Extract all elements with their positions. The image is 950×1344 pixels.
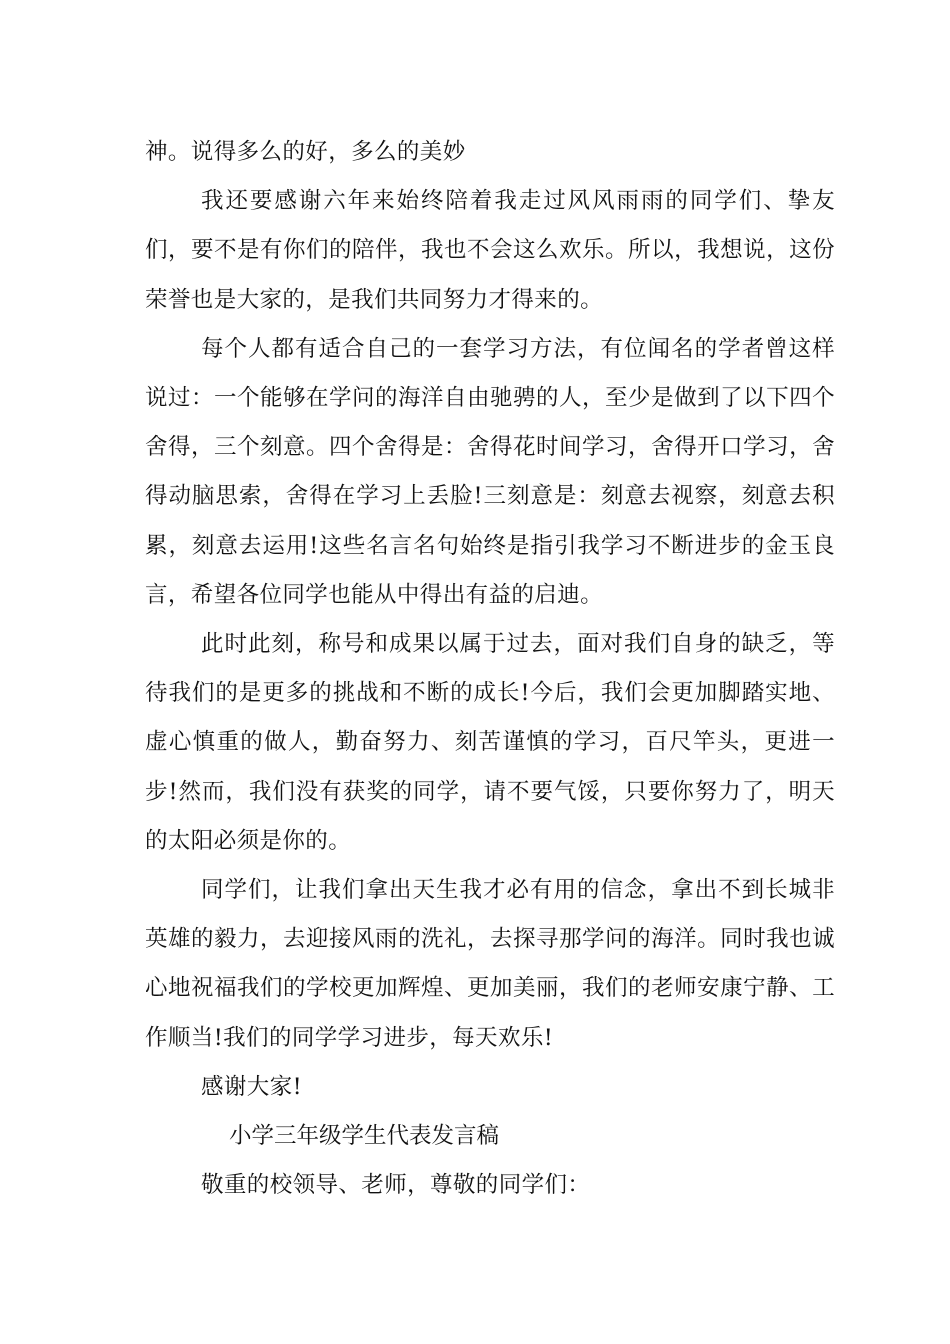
paragraph-study-methods: 每个人都有适合自己的一套学习方法，有位闻名的学者曾这样说过：一个能够在学问的海洋自由驰骋的人，至少是做到了以下四个舍得，三个刻意。四个舍得是：舍得花时间学习，舍得开口学习，舍得动脑思索，舍得在学习上丢脸!三刻意是：刻意去视察，刻意去积累，刻意去运用!这些名言名句始终是指引我学习不断进步的金玉良言，希望各位同学也能从中得出有益的启迪。	[145, 335, 835, 608]
speech-title: 小学三年级学生代表发言稿	[229, 1123, 500, 1150]
paragraph-thanks-all: 感谢大家!	[201, 1073, 303, 1100]
paragraph-closing-wishes: 同学们，让我们拿出天生我才必有用的信念，拿出不到长城非英雄的毅力，去迎接风雨的洗礼，去探寻那学问的海洋。同时我也诚心地祝福我们的学校更加辉煌、更加美丽，我们的老师安康宁静、工作顺当!我们的同学学习进步，每天欢乐!	[145, 877, 835, 1051]
document-body	[145, 128, 835, 1210]
paragraph-thanks-classmates: 我还要感谢六年来始终陪着我走过风风雨雨的同学们、挚友们，要不是有你们的陪伴，我也不会这么欢乐。所以，我想说，这份荣誉也是大家的，是我们共同努力才得来的。	[145, 188, 835, 313]
salutation: 敬重的校领导、老师，尊敬的同学们：	[201, 1172, 591, 1199]
paragraph-continuation: 神。说得多么的好，多么的美妙	[145, 139, 466, 165]
paragraph-future: 此时此刻，称号和成果以属于过去，面对我们自身的缺乏，等待我们的是更多的挑战和不断的成长!今后，我们会更加脚踏实地、虚心慎重的做人，勤奋努力、刻苦谨慎的学习，百尺竿头，更进一步!然而，我们没有获奖的同学，请不要气馁，只要你努力了，明天的太阳必须是你的。	[145, 631, 835, 854]
